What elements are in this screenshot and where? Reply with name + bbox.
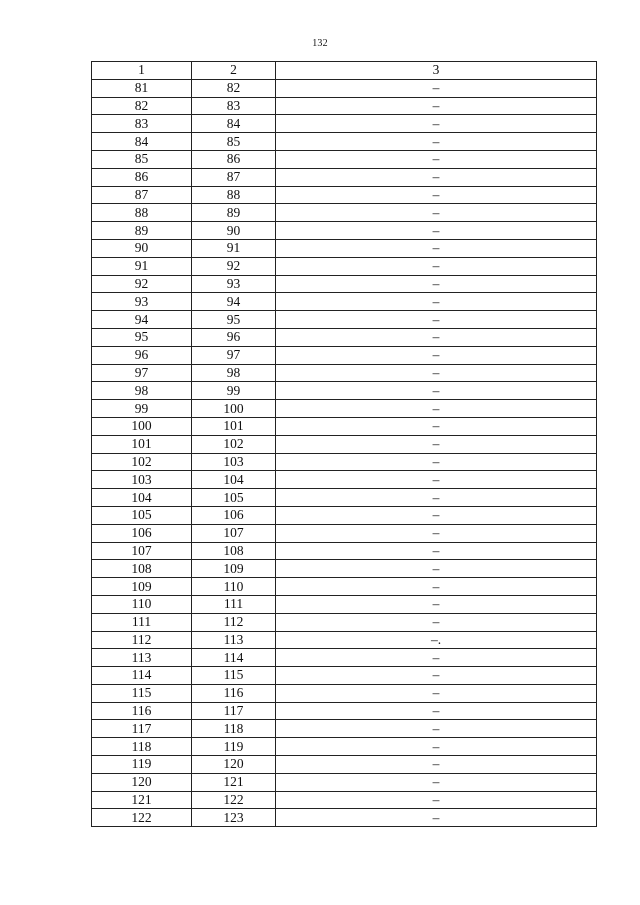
table-cell-col-2: 112	[192, 613, 276, 631]
table-cell-col-3: –	[276, 471, 597, 489]
table-cell-col-1: 107	[92, 542, 192, 560]
table-cell-col-3: –	[276, 809, 597, 827]
table-cell-col-2: 84	[192, 115, 276, 133]
table-row	[92, 453, 597, 471]
header-cell-col-1: 1	[92, 62, 192, 80]
table-cell-col-3: –	[276, 417, 597, 435]
table-cell-col-3: –	[276, 756, 597, 774]
table-cell-col-2: 116	[192, 684, 276, 702]
table-cell-col-3: –	[276, 293, 597, 311]
table-cell-col-2: 91	[192, 239, 276, 257]
table-cell-col-3: –	[276, 133, 597, 151]
table-cell-col-2: 82	[192, 79, 276, 97]
table-cell-col-3: –	[276, 524, 597, 542]
table-cell-col-2: 114	[192, 649, 276, 667]
table-cell-col-1: 118	[92, 738, 192, 756]
table-row	[92, 275, 597, 293]
table-cell-col-3: –	[276, 453, 597, 471]
table-row	[92, 328, 597, 346]
table-cell-col-1: 121	[92, 791, 192, 809]
table-cell-col-3: –	[276, 186, 597, 204]
table-cell-col-1: 86	[92, 168, 192, 186]
table-cell-col-3: –	[276, 773, 597, 791]
table-cell-col-3: –	[276, 649, 597, 667]
table-cell-col-3: –	[276, 150, 597, 168]
table-cell-col-1: 120	[92, 773, 192, 791]
table-cell-col-3: –	[276, 115, 597, 133]
table-row	[92, 578, 597, 596]
table-cell-col-2: 113	[192, 631, 276, 649]
table-cell-col-2: 98	[192, 364, 276, 382]
table-cell-col-2: 90	[192, 222, 276, 240]
table-row	[92, 702, 597, 720]
table-cell-col-3: –	[276, 595, 597, 613]
table-row	[92, 773, 597, 791]
table-cell-col-3: –	[276, 222, 597, 240]
table-row	[92, 506, 597, 524]
table-row	[92, 489, 597, 507]
table-cell-col-1: 103	[92, 471, 192, 489]
table-cell-col-2: 111	[192, 595, 276, 613]
table-cell-col-3: –	[276, 311, 597, 329]
table-row	[92, 239, 597, 257]
table-row	[92, 471, 597, 489]
page-number: 132	[312, 38, 328, 49]
table-cell-col-2: 86	[192, 150, 276, 168]
table-cell-col-3: –	[276, 578, 597, 596]
table-cell-col-1: 91	[92, 257, 192, 275]
table-cell-col-2: 85	[192, 133, 276, 151]
table-cell-col-2: 105	[192, 489, 276, 507]
table-cell-col-3: –	[276, 364, 597, 382]
table-cell-col-1: 92	[92, 275, 192, 293]
table-cell-col-2: 92	[192, 257, 276, 275]
table-cell-col-3: –	[276, 489, 597, 507]
table-row	[92, 150, 597, 168]
table-cell-col-2: 103	[192, 453, 276, 471]
table-cell-col-1: 119	[92, 756, 192, 774]
table-cell-col-2: 122	[192, 791, 276, 809]
table-cell-col-3: –	[276, 382, 597, 400]
table-row	[92, 417, 597, 435]
table-row	[92, 400, 597, 418]
table-cell-col-3: –	[276, 275, 597, 293]
table-row	[92, 560, 597, 578]
table-cell-col-2: 102	[192, 435, 276, 453]
table-cell-col-2: 99	[192, 382, 276, 400]
table-cell-col-3: –.	[276, 631, 597, 649]
table-row	[92, 168, 597, 186]
table-cell-col-1: 94	[92, 311, 192, 329]
table-row	[92, 257, 597, 275]
table-cell-col-3: –	[276, 168, 597, 186]
table-cell-col-2: 88	[192, 186, 276, 204]
table-row	[92, 204, 597, 222]
table-cell-col-3: –	[276, 506, 597, 524]
table-cell-col-3: –	[276, 435, 597, 453]
table-cell-col-1: 111	[92, 613, 192, 631]
table-cell-col-2: 100	[192, 400, 276, 418]
table-cell-col-1: 102	[92, 453, 192, 471]
table-cell-col-1: 99	[92, 400, 192, 418]
table-row	[92, 684, 597, 702]
table-cell-col-2: 83	[192, 97, 276, 115]
table-cell-col-1: 88	[92, 204, 192, 222]
table-body	[92, 79, 597, 826]
table-cell-col-1: 82	[92, 97, 192, 115]
table-cell-col-2: 118	[192, 720, 276, 738]
table-row	[92, 809, 597, 827]
table-cell-col-2: 94	[192, 293, 276, 311]
table-cell-col-3: –	[276, 738, 597, 756]
table-cell-col-3: –	[276, 346, 597, 364]
table-cell-col-2: 104	[192, 471, 276, 489]
table-cell-col-2: 120	[192, 756, 276, 774]
table-cell-col-1: 113	[92, 649, 192, 667]
table-cell-col-1: 117	[92, 720, 192, 738]
table-cell-col-3: –	[276, 328, 597, 346]
table-cell-col-3: –	[276, 560, 597, 578]
table-cell-col-1: 81	[92, 79, 192, 97]
table-row	[92, 115, 597, 133]
table-cell-col-1: 109	[92, 578, 192, 596]
table-cell-col-1: 89	[92, 222, 192, 240]
table-cell-col-1: 100	[92, 417, 192, 435]
table-row	[92, 133, 597, 151]
table-cell-col-2: 109	[192, 560, 276, 578]
table-cell-col-2: 87	[192, 168, 276, 186]
table-cell-col-2: 108	[192, 542, 276, 560]
table-cell-col-1: 116	[92, 702, 192, 720]
table-header	[92, 62, 597, 80]
table-cell-col-2: 119	[192, 738, 276, 756]
table-cell-col-1: 95	[92, 328, 192, 346]
table-row	[92, 435, 597, 453]
table-cell-col-1: 101	[92, 435, 192, 453]
table-cell-col-3: –	[276, 257, 597, 275]
table-cell-col-2: 101	[192, 417, 276, 435]
table-cell-col-2: 93	[192, 275, 276, 293]
table-cell-col-1: 85	[92, 150, 192, 168]
table-cell-col-1: 122	[92, 809, 192, 827]
table-cell-col-3: –	[276, 720, 597, 738]
table-cell-col-1: 114	[92, 667, 192, 685]
table-row	[92, 791, 597, 809]
table-cell-col-3: –	[276, 684, 597, 702]
table-cell-col-2: 110	[192, 578, 276, 596]
table-cell-col-1: 110	[92, 595, 192, 613]
table-cell-col-2: 107	[192, 524, 276, 542]
table-cell-col-1: 106	[92, 524, 192, 542]
header-cell-col-2: 2	[192, 62, 276, 80]
table-cell-col-2: 95	[192, 311, 276, 329]
table-cell-col-3: –	[276, 239, 597, 257]
header-row	[92, 62, 597, 80]
table-row	[92, 364, 597, 382]
table-row	[92, 222, 597, 240]
table-cell-col-1: 93	[92, 293, 192, 311]
table-row	[92, 756, 597, 774]
table-row	[92, 542, 597, 560]
table-cell-col-1: 112	[92, 631, 192, 649]
table-cell-col-2: 123	[192, 809, 276, 827]
table-cell-col-3: –	[276, 97, 597, 115]
table-row	[92, 649, 597, 667]
table-cell-col-3: –	[276, 542, 597, 560]
table-cell-col-2: 97	[192, 346, 276, 364]
table-cell-col-1: 97	[92, 364, 192, 382]
header-cell-col-3: 3	[276, 62, 597, 80]
table-cell-col-3: –	[276, 667, 597, 685]
table-row	[92, 79, 597, 97]
table-cell-col-2: 106	[192, 506, 276, 524]
table-cell-col-3: –	[276, 702, 597, 720]
table-cell-col-3: –	[276, 613, 597, 631]
table-cell-col-1: 83	[92, 115, 192, 133]
table-cell-col-1: 90	[92, 239, 192, 257]
table-row	[92, 346, 597, 364]
table-row	[92, 311, 597, 329]
table-cell-col-2: 89	[192, 204, 276, 222]
table-cell-col-2: 96	[192, 328, 276, 346]
table-row	[92, 97, 597, 115]
table-row	[92, 631, 597, 649]
table-row	[92, 738, 597, 756]
table-row	[92, 667, 597, 685]
table-cell-col-1: 104	[92, 489, 192, 507]
table-cell-col-2: 121	[192, 773, 276, 791]
data-table	[91, 61, 597, 827]
table-cell-col-3: –	[276, 79, 597, 97]
table-cell-col-2: 117	[192, 702, 276, 720]
table-cell-col-3: –	[276, 791, 597, 809]
table-cell-col-1: 84	[92, 133, 192, 151]
table-cell-col-3: –	[276, 400, 597, 418]
table-row	[92, 720, 597, 738]
table-cell-col-1: 87	[92, 186, 192, 204]
table-cell-col-1: 115	[92, 684, 192, 702]
table-cell-col-1: 105	[92, 506, 192, 524]
table-cell-col-1: 96	[92, 346, 192, 364]
table-row	[92, 382, 597, 400]
table-row	[92, 293, 597, 311]
table-row	[92, 595, 597, 613]
table-cell-col-1: 108	[92, 560, 192, 578]
table-cell-col-1: 98	[92, 382, 192, 400]
table-cell-col-2: 115	[192, 667, 276, 685]
table-row	[92, 186, 597, 204]
table-cell-col-3: –	[276, 204, 597, 222]
table-row	[92, 613, 597, 631]
table-row	[92, 524, 597, 542]
